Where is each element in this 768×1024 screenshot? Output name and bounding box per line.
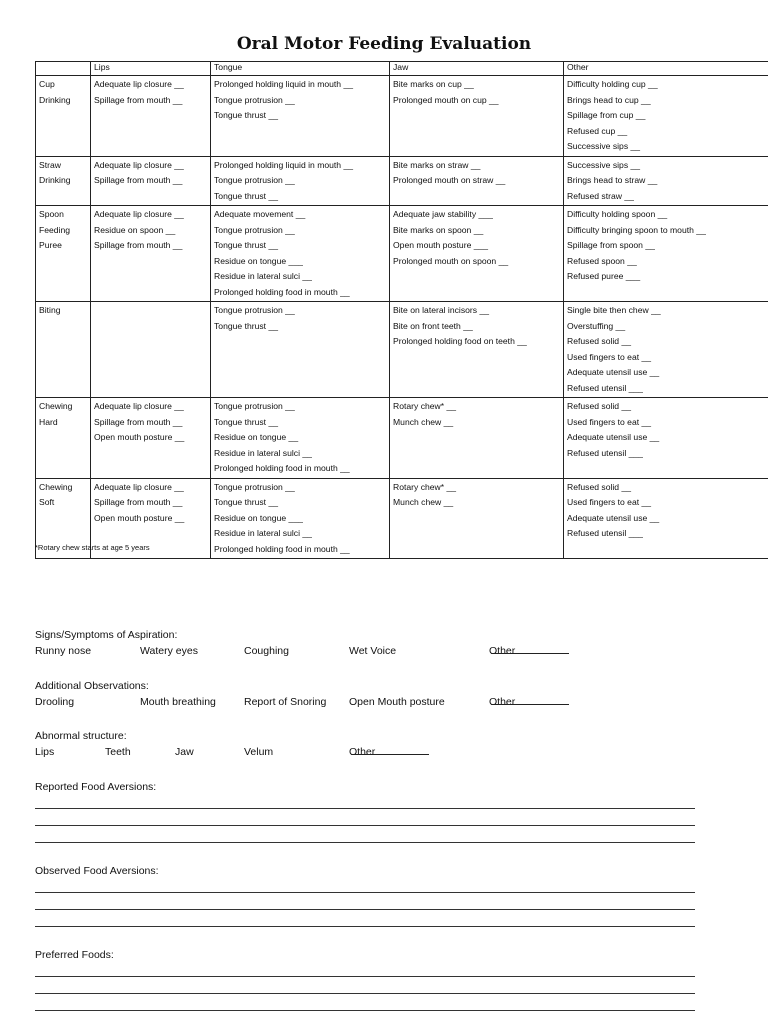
checklist-item[interactable]: Open mouth posture ___ bbox=[393, 240, 489, 250]
row-label-cell bbox=[36, 76, 91, 157]
checklist-item[interactable]: Successive sips __ bbox=[567, 141, 641, 151]
row-label-cell bbox=[36, 398, 91, 479]
observed-aversions-line[interactable] bbox=[35, 926, 695, 927]
checklist-item[interactable]: Prolonged holding liquid in mouth __ bbox=[214, 79, 354, 89]
reported-aversions-line[interactable] bbox=[35, 842, 695, 843]
checklist-item[interactable]: Prolonged mouth on cup __ bbox=[393, 94, 499, 105]
checklist-item[interactable]: Open mouth posture __ bbox=[94, 512, 185, 523]
preferred-foods-line[interactable] bbox=[35, 1010, 695, 1011]
checklist-item[interactable]: Prolonged holding food in mouth __ bbox=[214, 463, 350, 473]
checklist-item[interactable]: Tongue protrusion __ bbox=[214, 481, 295, 492]
checklist-item[interactable]: Refused utensil ___ bbox=[567, 382, 643, 393]
checklist-item[interactable]: Adequate lip closure __ bbox=[94, 159, 184, 170]
aspiration-heading: Signs/Symptoms of Aspiration: bbox=[35, 629, 178, 641]
abnormal-option: Lips bbox=[35, 746, 55, 758]
checklist-item[interactable]: Spillage from mouth __ bbox=[94, 240, 183, 250]
tongue-cell bbox=[211, 76, 390, 157]
checklist-item[interactable]: Tongue thrust __ bbox=[214, 110, 279, 120]
tongue-cell bbox=[211, 478, 390, 559]
observation-option: Report of Snoring bbox=[244, 696, 327, 708]
checklist-item[interactable]: Brings head to straw __ bbox=[567, 175, 658, 185]
checklist-item[interactable]: Spillage from mouth __ bbox=[94, 94, 183, 105]
checklist-item[interactable]: Adequate utensil use __ bbox=[567, 432, 660, 442]
checklist-item[interactable]: Residue on spoon __ bbox=[94, 224, 176, 235]
checklist-item[interactable]: Difficulty holding spoon __ bbox=[567, 209, 668, 219]
checklist-item[interactable]: Residue on tongue ___ bbox=[214, 255, 303, 266]
row-label-line: Drinking bbox=[39, 94, 71, 105]
observation-option: Other bbox=[489, 696, 516, 708]
checklist-item[interactable]: Single bite then chew __ bbox=[567, 305, 661, 315]
reported-aversions-line[interactable] bbox=[35, 808, 695, 809]
lips-cell bbox=[91, 156, 211, 206]
observed-aversions-line[interactable] bbox=[35, 909, 695, 910]
row-label-line: Puree bbox=[39, 240, 62, 250]
checklist-item[interactable]: Refused solid __ bbox=[567, 481, 632, 492]
checklist-item[interactable]: Residue in lateral sulci __ bbox=[214, 271, 312, 281]
footnote: *Rotary chew starts at age 5 years bbox=[35, 543, 150, 552]
table-row bbox=[36, 76, 768, 157]
checklist-item[interactable]: Tongue protrusion __ bbox=[214, 305, 295, 315]
observed-aversions-section bbox=[35, 863, 159, 879]
checklist-item[interactable]: Tongue protrusion __ bbox=[214, 175, 295, 185]
abnormal-option: Teeth bbox=[105, 746, 131, 758]
checklist-item[interactable]: Residue in lateral sulci __ bbox=[214, 528, 312, 538]
checklist-item[interactable]: Adequate movement __ bbox=[214, 209, 306, 219]
observed-aversions-heading: Observed Food Aversions: bbox=[35, 865, 159, 877]
observation-option: Open Mouth posture bbox=[349, 696, 445, 708]
checklist-item[interactable]: Refused solid __ bbox=[567, 336, 632, 346]
row-label-line: Chewing bbox=[39, 481, 73, 492]
tongue-cell bbox=[211, 398, 390, 479]
preferred-foods-line[interactable] bbox=[35, 976, 695, 977]
checklist-item[interactable]: Open mouth posture __ bbox=[94, 432, 185, 442]
checklist-item[interactable]: Refused solid __ bbox=[567, 401, 632, 411]
row-label-line: Cup bbox=[39, 79, 55, 89]
checklist-item[interactable]: Adequate lip closure __ bbox=[94, 401, 184, 411]
checklist-item[interactable]: Bite marks on cup __ bbox=[393, 79, 474, 89]
evaluation-table bbox=[35, 61, 768, 559]
page-title: Oral Motor Feeding Evaluation bbox=[236, 34, 532, 54]
checklist-item[interactable]: Rotary chew* __ bbox=[393, 401, 457, 411]
header-cell-other: Other bbox=[564, 62, 768, 76]
checklist-item[interactable]: Adequate lip closure __ bbox=[94, 209, 184, 219]
checklist-item[interactable]: Bite marks on spoon __ bbox=[393, 224, 484, 235]
row-label-line: Chewing bbox=[39, 401, 73, 411]
checklist-item[interactable]: Tongue thrust __ bbox=[214, 320, 279, 331]
preferred-foods-section bbox=[35, 947, 114, 963]
checklist-item[interactable]: Munch chew __ bbox=[393, 497, 454, 507]
checklist-item[interactable]: Spillage from spoon __ bbox=[567, 240, 655, 250]
checklist-item[interactable]: Residue on tongue __ bbox=[214, 432, 299, 442]
jaw-cell bbox=[390, 206, 564, 302]
checklist-item[interactable]: Prolonged holding food in mouth __ bbox=[214, 543, 350, 554]
jaw-cell bbox=[390, 76, 564, 157]
abnormal-option: Velum bbox=[244, 746, 274, 758]
checklist-item[interactable]: Munch chew __ bbox=[393, 416, 454, 427]
table-row bbox=[36, 302, 768, 398]
checklist-item[interactable]: Spillage from cup __ bbox=[567, 110, 646, 120]
header-cell-jaw: Jaw bbox=[390, 62, 564, 76]
checklist-item[interactable]: Prolonged mouth on spoon __ bbox=[393, 255, 509, 266]
other-cell bbox=[564, 76, 768, 157]
reported-aversions-section bbox=[35, 779, 156, 795]
table-row bbox=[36, 398, 768, 479]
checklist-item[interactable]: Adequate utensil use __ bbox=[567, 367, 660, 377]
checklist-item[interactable]: Refused spoon __ bbox=[567, 255, 637, 266]
observation-other-blank[interactable] bbox=[491, 694, 569, 705]
aspiration-option: Wet Voice bbox=[349, 645, 397, 657]
checklist-item[interactable]: Prolonged holding food in mouth __ bbox=[214, 286, 350, 297]
checklist-item[interactable]: Prolonged mouth on straw __ bbox=[393, 175, 506, 185]
table-row bbox=[36, 206, 768, 302]
reported-aversions-heading: Reported Food Aversions: bbox=[35, 781, 157, 793]
checklist-item[interactable]: Brings head to cup __ bbox=[567, 94, 651, 105]
checklist-item[interactable]: Refused utensil ___ bbox=[567, 528, 643, 538]
checklist-item[interactable]: Bite on front teeth __ bbox=[393, 320, 473, 331]
lips-cell bbox=[91, 76, 211, 157]
checklist-item[interactable]: Adequate lip closure __ bbox=[94, 79, 184, 89]
checklist-item[interactable]: Bite marks on straw __ bbox=[393, 159, 481, 170]
observed-aversions-line[interactable] bbox=[35, 892, 695, 893]
tongue-cell bbox=[211, 206, 390, 302]
aspiration-option: Coughing bbox=[244, 645, 289, 657]
lips-cell bbox=[91, 206, 211, 302]
preferred-foods-heading: Preferred Foods: bbox=[35, 949, 114, 961]
row-label-cell bbox=[36, 156, 91, 206]
other-cell bbox=[564, 398, 768, 479]
checklist-item[interactable]: Tongue thrust __ bbox=[214, 416, 279, 427]
checklist-item[interactable]: Refused utensil ___ bbox=[567, 447, 643, 458]
checklist-item[interactable]: Used fingers to eat __ bbox=[567, 416, 652, 427]
abnormal-option: Other bbox=[349, 746, 376, 758]
aspiration-option: Runny nose bbox=[35, 645, 92, 657]
checklist-item[interactable]: Tongue protrusion __ bbox=[214, 224, 295, 235]
jaw-cell bbox=[390, 302, 564, 398]
jaw-cell bbox=[390, 156, 564, 206]
checklist-item[interactable]: Tongue thrust __ bbox=[214, 497, 279, 507]
table-row bbox=[36, 156, 768, 206]
row-label-cell bbox=[36, 302, 91, 398]
row-label-line: Drinking bbox=[39, 175, 71, 185]
jaw-cell bbox=[390, 398, 564, 479]
abnormal-other-blank[interactable] bbox=[351, 744, 429, 755]
checklist-item[interactable]: Rotary chew* __ bbox=[393, 481, 457, 492]
observation-option: Drooling bbox=[35, 696, 75, 708]
checklist-item[interactable]: Tongue protrusion __ bbox=[214, 401, 295, 411]
aspiration-other-blank[interactable] bbox=[491, 643, 569, 654]
observations-section bbox=[35, 678, 735, 710]
lips-cell bbox=[91, 302, 211, 398]
row-label-line: Spoon bbox=[39, 209, 64, 219]
aspiration-section bbox=[35, 627, 735, 659]
checklist-item[interactable]: Residue in lateral sulci __ bbox=[214, 447, 312, 458]
reported-aversions-line[interactable] bbox=[35, 825, 695, 826]
row-label-cell bbox=[36, 206, 91, 302]
preferred-foods-line[interactable] bbox=[35, 993, 695, 994]
checklist-item[interactable]: Refused straw __ bbox=[567, 190, 634, 201]
row-label-line: Biting bbox=[39, 305, 61, 315]
row-label-line: Straw bbox=[39, 159, 61, 170]
header-cell-tongue: Tongue bbox=[211, 62, 390, 76]
checklist-item[interactable]: Adequate utensil use __ bbox=[567, 512, 660, 523]
lips-cell bbox=[91, 398, 211, 479]
other-cell bbox=[564, 156, 768, 206]
checklist-item[interactable]: Spillage from mouth __ bbox=[94, 497, 183, 507]
tongue-cell bbox=[211, 156, 390, 206]
checklist-item[interactable]: Overstuffing __ bbox=[567, 320, 626, 331]
checklist-item[interactable]: Prolonged holding food on teeth __ bbox=[393, 336, 527, 346]
observations-heading: Additional Observations: bbox=[35, 680, 149, 692]
checklist-item[interactable]: Tongue thrust __ bbox=[214, 240, 279, 250]
header-cell-blank bbox=[36, 62, 91, 76]
abnormal-option: Jaw bbox=[175, 746, 194, 758]
other-cell bbox=[564, 302, 768, 398]
checklist-item[interactable]: Difficulty holding cup __ bbox=[567, 79, 658, 89]
aspiration-option: Other bbox=[489, 645, 516, 657]
checklist-item[interactable]: Spillage from mouth __ bbox=[94, 416, 183, 427]
checklist-item[interactable]: Prolonged holding liquid in mouth __ bbox=[214, 159, 354, 170]
checklist-item[interactable]: Adequate lip closure __ bbox=[94, 481, 184, 492]
checklist-item[interactable]: Refused puree ___ bbox=[567, 271, 641, 281]
checklist-item[interactable]: Residue on tongue ___ bbox=[214, 512, 303, 523]
row-label-line: Feeding bbox=[39, 224, 71, 235]
table-header-row bbox=[36, 62, 768, 76]
tongue-cell bbox=[211, 302, 390, 398]
checklist-item[interactable]: Difficulty bringing spoon to mouth __ bbox=[567, 224, 706, 235]
checklist-item[interactable]: Tongue thrust __ bbox=[214, 190, 279, 201]
aspiration-option: Watery eyes bbox=[140, 645, 198, 657]
checklist-item[interactable]: Tongue protrusion __ bbox=[214, 94, 295, 105]
checklist-item[interactable]: Used fingers to eat __ bbox=[567, 497, 652, 507]
header-cell-lips: Lips bbox=[91, 62, 211, 76]
row-label-line: Soft bbox=[39, 497, 55, 507]
observation-option: Mouth breathing bbox=[140, 696, 216, 708]
abnormal-structure-section bbox=[35, 728, 735, 760]
row-label-line: Hard bbox=[39, 416, 58, 427]
checklist-item[interactable]: Adequate jaw stability ___ bbox=[393, 209, 493, 219]
other-cell bbox=[564, 206, 768, 302]
checklist-item[interactable]: Successive sips __ bbox=[567, 159, 641, 170]
checklist-item[interactable]: Spillage from mouth __ bbox=[94, 175, 183, 185]
abnormal-structure-heading: Abnormal structure: bbox=[35, 730, 127, 742]
checklist-item[interactable]: Refused cup __ bbox=[567, 125, 628, 136]
checklist-item[interactable]: Used fingers to eat __ bbox=[567, 351, 652, 362]
checklist-item[interactable]: Bite on lateral incisors __ bbox=[393, 305, 490, 315]
other-cell bbox=[564, 478, 768, 559]
jaw-cell bbox=[390, 478, 564, 559]
